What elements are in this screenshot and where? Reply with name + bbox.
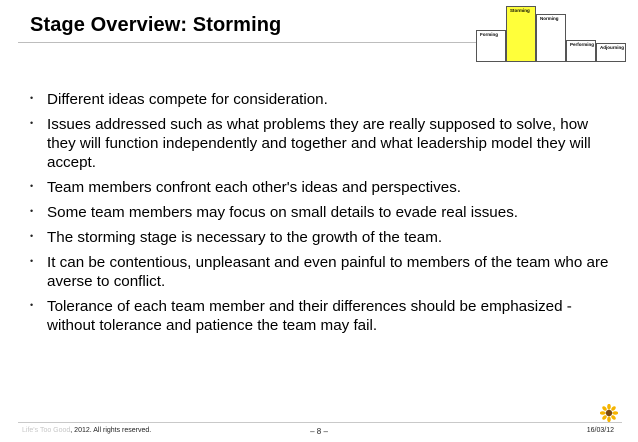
bullet-dot-icon: •: [30, 256, 34, 266]
bullet-item: [30, 253, 620, 291]
footer-divider: [18, 422, 622, 423]
slide-title: Stage Overview: Storming: [30, 14, 282, 36]
bullet-list: [30, 90, 620, 341]
bullet-item: [30, 203, 620, 222]
bullet-dot-icon: •: [30, 181, 34, 191]
footer-date: 16/03/12: [586, 427, 614, 434]
bullet-text: Tolerance of each team member and their differences should be emphasized - without tolerance and patience the team may fail.: [47, 298, 572, 334]
bullet-item: [30, 297, 620, 335]
stage-performing: Performing: [566, 40, 596, 62]
footer-brand: Life's Too Good: [22, 427, 71, 434]
footer-copyright-text: , 2012. All rights reserved.: [70, 427, 152, 434]
sunflower-logo-icon: [600, 404, 618, 422]
stage-forming: Forming: [476, 30, 506, 62]
bullet-dot-icon: •: [30, 206, 34, 216]
bullet-item: [30, 178, 620, 197]
bullet-dot-icon: •: [30, 300, 34, 310]
bullet-text: It can be contentious, unpleasant and even painful to members of the team who are averse to conflict.: [47, 254, 609, 290]
bullet-text: Different ideas compete for consideration.: [47, 91, 328, 108]
bullet-text: Issues addressed such as what problems they are really supposed to solve, how they will function independently and together and what leadership model they will accept.: [47, 116, 591, 171]
stage-adjourning: Adjourning: [596, 43, 626, 62]
stage-storming: Storming: [506, 6, 536, 62]
stage-norming: Norming: [536, 14, 566, 62]
bullet-dot-icon: •: [30, 231, 34, 241]
bullet-dot-icon: •: [30, 93, 34, 103]
bullet-text: Team members confront each other's ideas and perspectives.: [47, 179, 462, 196]
bullet-item: [30, 115, 620, 172]
page-number: – 8 –: [310, 427, 328, 436]
bullet-item: [30, 90, 620, 109]
bullet-text: Some team members may focus on small details to evade real issues.: [47, 204, 519, 221]
stage-diagram: [476, 0, 638, 62]
bullet-text: The storming stage is necessary to the growth of the team.: [47, 229, 443, 246]
title-divider: [18, 42, 478, 43]
bullet-item: [30, 228, 620, 247]
bullet-dot-icon: •: [30, 118, 34, 128]
